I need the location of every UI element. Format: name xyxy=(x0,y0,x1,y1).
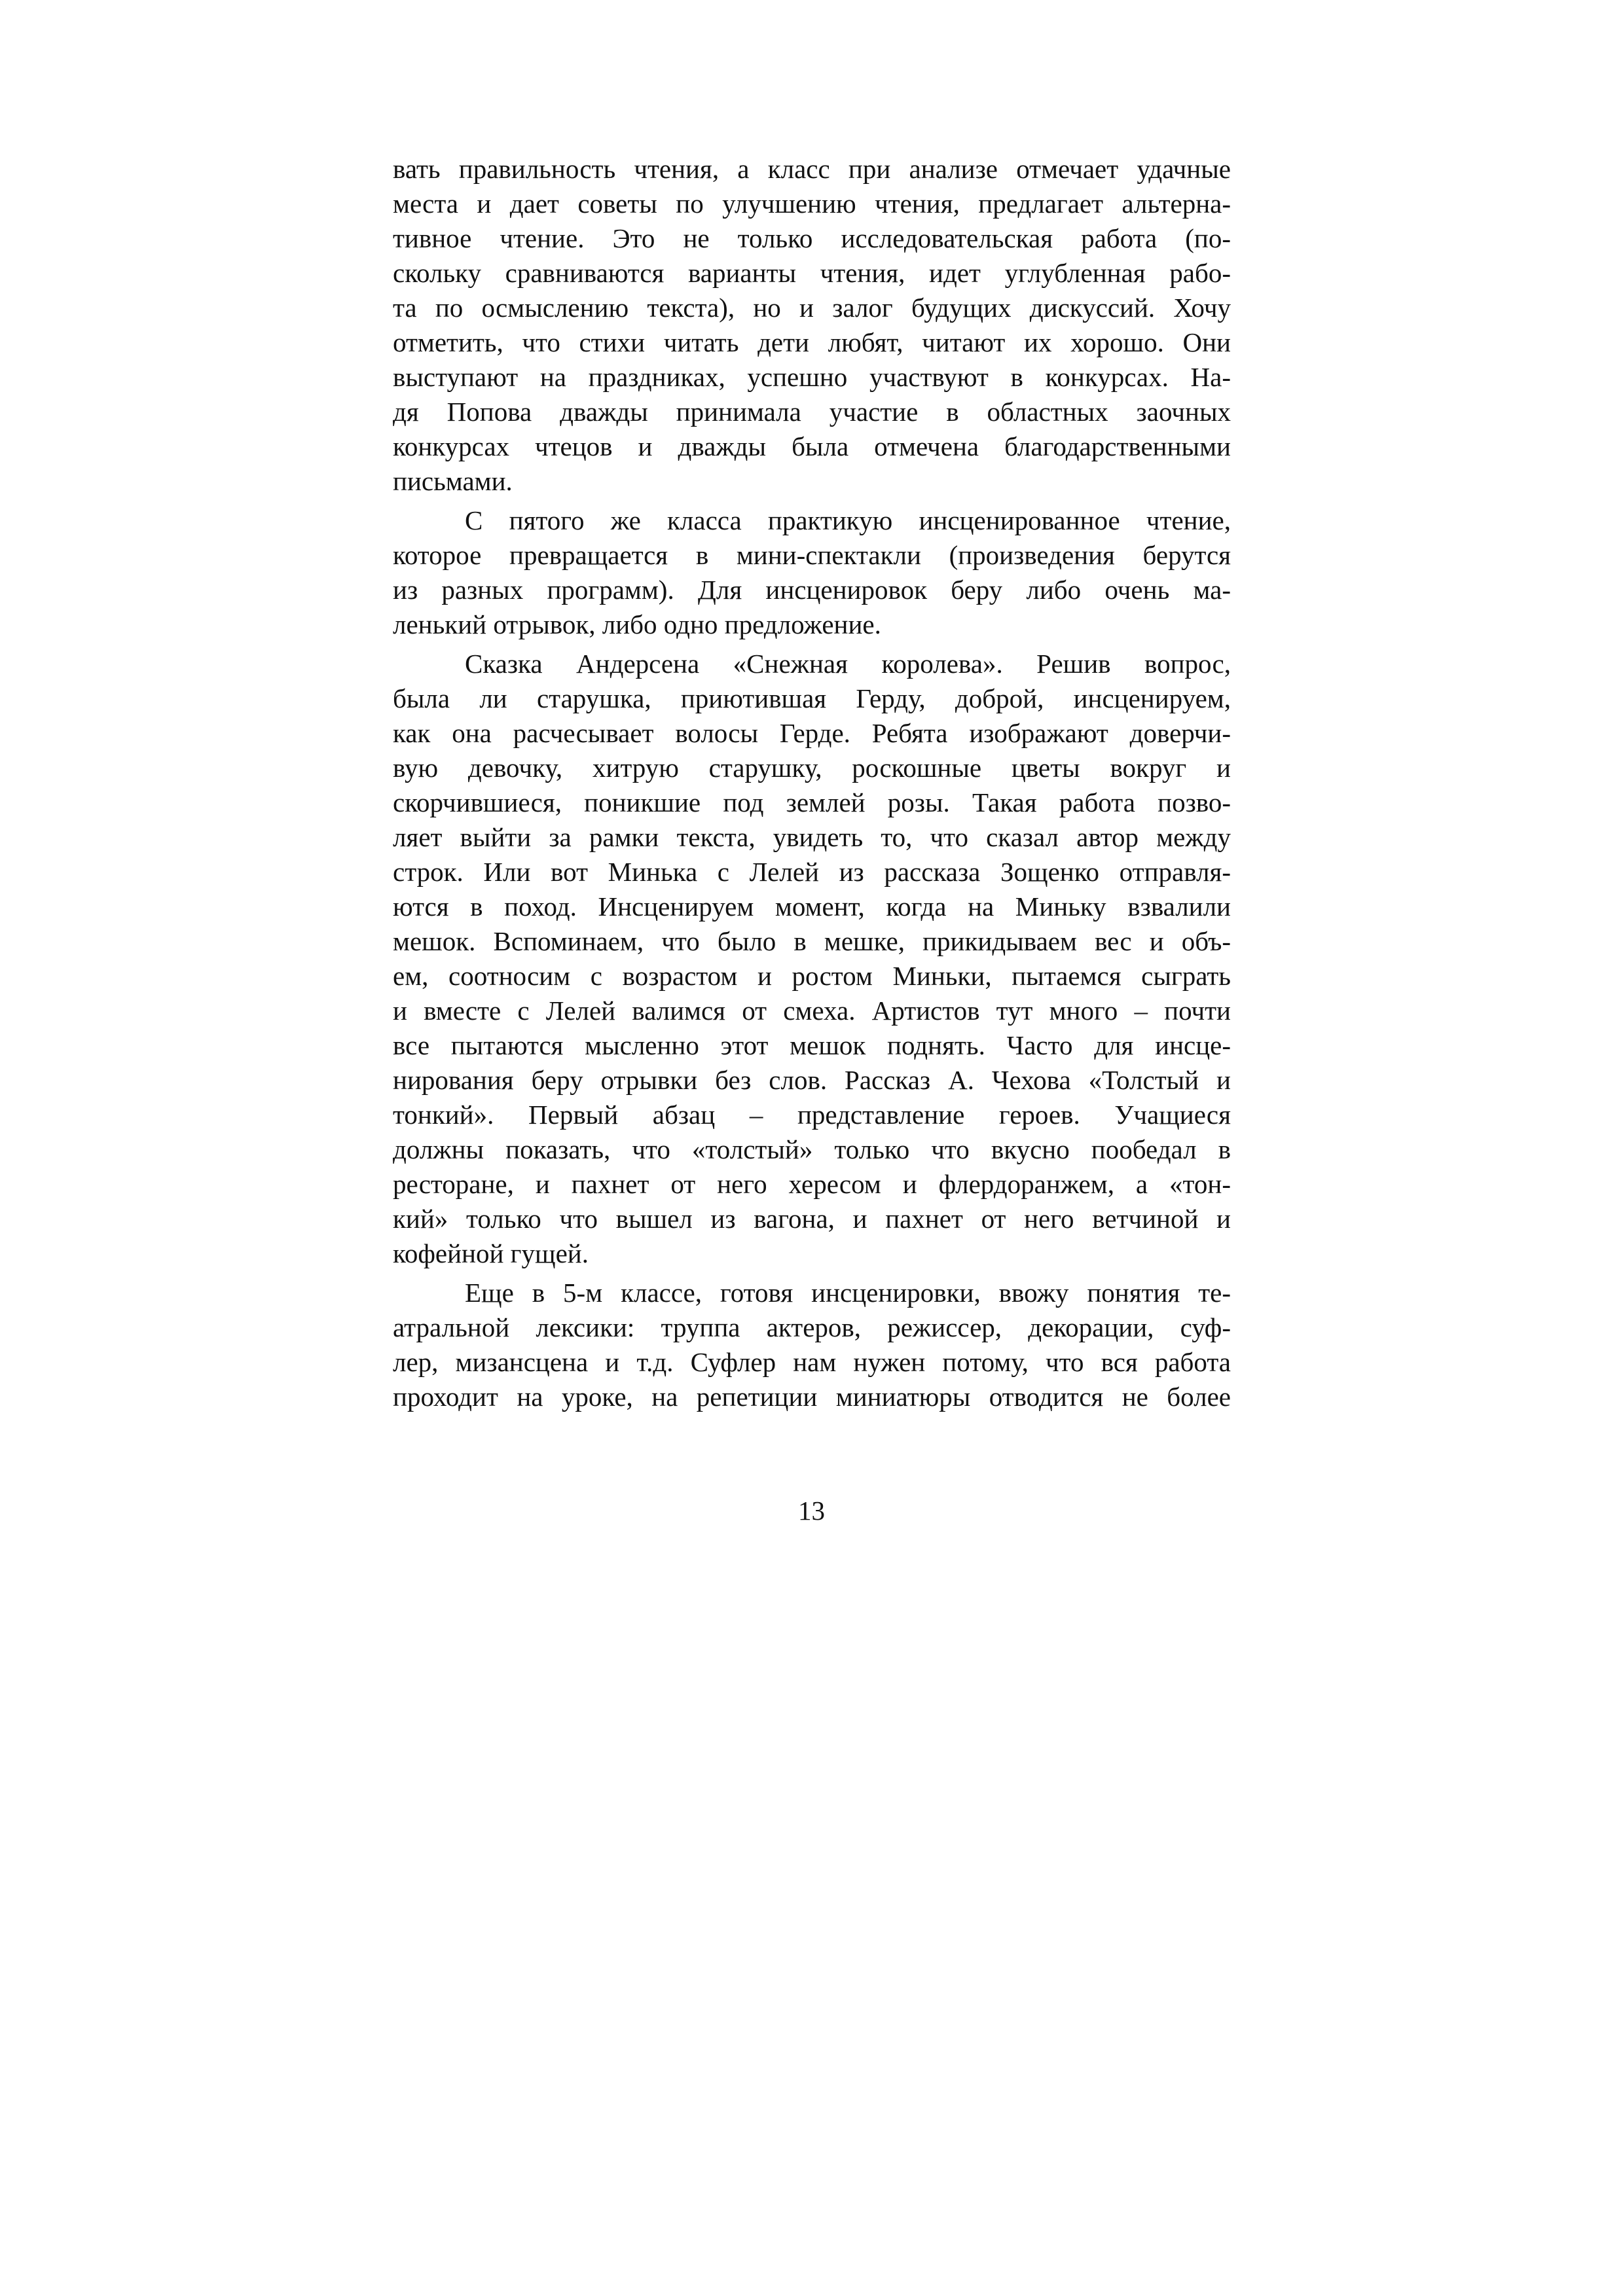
text-line: кофейной гущей. xyxy=(393,1238,589,1268)
text-line: ляет выйти за рамки текста, увидеть то, что сказал автор между xyxy=(393,822,1231,852)
text-line: ем, соотносим с возрастом и ростом Миньки, пытаемся сыграть xyxy=(393,961,1231,991)
text-line: и вместе с Лелей валимся от смеха. Артистов тут много – почти xyxy=(393,996,1231,1026)
text-line: тивное чтение. Это не только исследовательская работа (по- xyxy=(393,223,1231,253)
text-line: конкурсах чтецов и дважды была отмечена благодарственными xyxy=(393,431,1231,461)
text-line: отметить, что стихи читать дети любят, читают их хорошо. Они xyxy=(393,327,1231,357)
text-line: ленький отрывок, либо одно предложение. xyxy=(393,609,881,639)
page-number: 13 xyxy=(798,1496,825,1526)
text-line: ресторане, и пахнет от него хересом и флердоранжем, а «тон- xyxy=(393,1169,1231,1199)
paragraph-gap xyxy=(393,642,1231,647)
text-line: скольку сравниваются варианты чтения, идет углубленная рабо- xyxy=(393,258,1231,288)
text-line: мешок. Вспоминаем, что было в мешке, прикидываем вес и объ- xyxy=(393,926,1231,956)
paragraph-gap xyxy=(393,1271,1231,1276)
text-line: должны показать, что «толстый» только что вкусно пообедал в xyxy=(393,1134,1231,1164)
text-line: ются в поход. Инсценируем момент, когда на Миньку взвалили xyxy=(393,891,1231,922)
text-line: атральной лексики: труппа актеров, режиссер, декорации, суф- xyxy=(393,1312,1231,1342)
text-line: вую девочку, хитрую старушку, роскошные цветы вокруг и xyxy=(393,753,1231,783)
text-line: С пятого же класса практикую инсценированное чтение, xyxy=(465,505,1231,535)
text-line: нирования беру отрывки без слов. Рассказ А. Чехова «Толстый и xyxy=(393,1065,1231,1095)
text-line: строк. Или вот Минька с Лелей из рассказа Зощенко отправля- xyxy=(393,857,1231,887)
paragraph-4 xyxy=(393,1276,1231,1414)
paragraph-1 xyxy=(393,152,1231,499)
paragraph-3 xyxy=(393,647,1231,1271)
page-body xyxy=(393,152,1231,1414)
text-line: тонкий». Первый абзац – представление героев. Учащиеся xyxy=(393,1100,1231,1130)
text-line: Еще в 5-м классе, готовя инсценировки, ввожу понятия те- xyxy=(465,1278,1231,1308)
text-line: из разных программ). Для инсценировок беру либо очень ма- xyxy=(393,575,1231,605)
text-line: скорчившиеся, поникшие под землей розы. Такая работа позво- xyxy=(393,787,1231,817)
paragraph-gap xyxy=(393,499,1231,503)
text-line: выступают на праздниках, успешно участвуют в конкурсах. На- xyxy=(393,362,1231,392)
text-line: та по осмыслению текста), но и залог будущих дискуссий. Хочу xyxy=(393,293,1231,323)
text-line: письмами. xyxy=(393,466,513,496)
text-line: все пытаются мысленно этот мешок поднять. Часто для инсце- xyxy=(393,1030,1231,1060)
text-line: как она расчесывает волосы Герде. Ребята изображают доверчи- xyxy=(393,718,1231,748)
text-line: дя Попова дважды принимала участие в областных заочных xyxy=(393,397,1231,427)
text-line: лер, мизансцена и т.д. Суфлер нам нужен потому, что вся работа xyxy=(393,1347,1231,1377)
text-line: была ли старушка, приютившая Герду, доброй, инсценируем, xyxy=(393,683,1231,713)
text-line: проходит на уроке, на репетиции миниатюры отводится не более xyxy=(393,1382,1231,1412)
text-line: места и дает советы по улучшению чтения, предлагает альтерна- xyxy=(393,188,1231,219)
text-line: Сказка Андерсена «Снежная королева». Решив вопрос, xyxy=(465,649,1231,679)
text-line: вать правильность чтения, а класс при анализе отмечает удачные xyxy=(393,154,1231,184)
text-line: кий» только что вышел из вагона, и пахнет от него ветчиной и xyxy=(393,1204,1231,1234)
paragraph-2 xyxy=(393,503,1231,642)
text-line: которое превращается в мини-спектакли (произведения берутся xyxy=(393,540,1231,570)
